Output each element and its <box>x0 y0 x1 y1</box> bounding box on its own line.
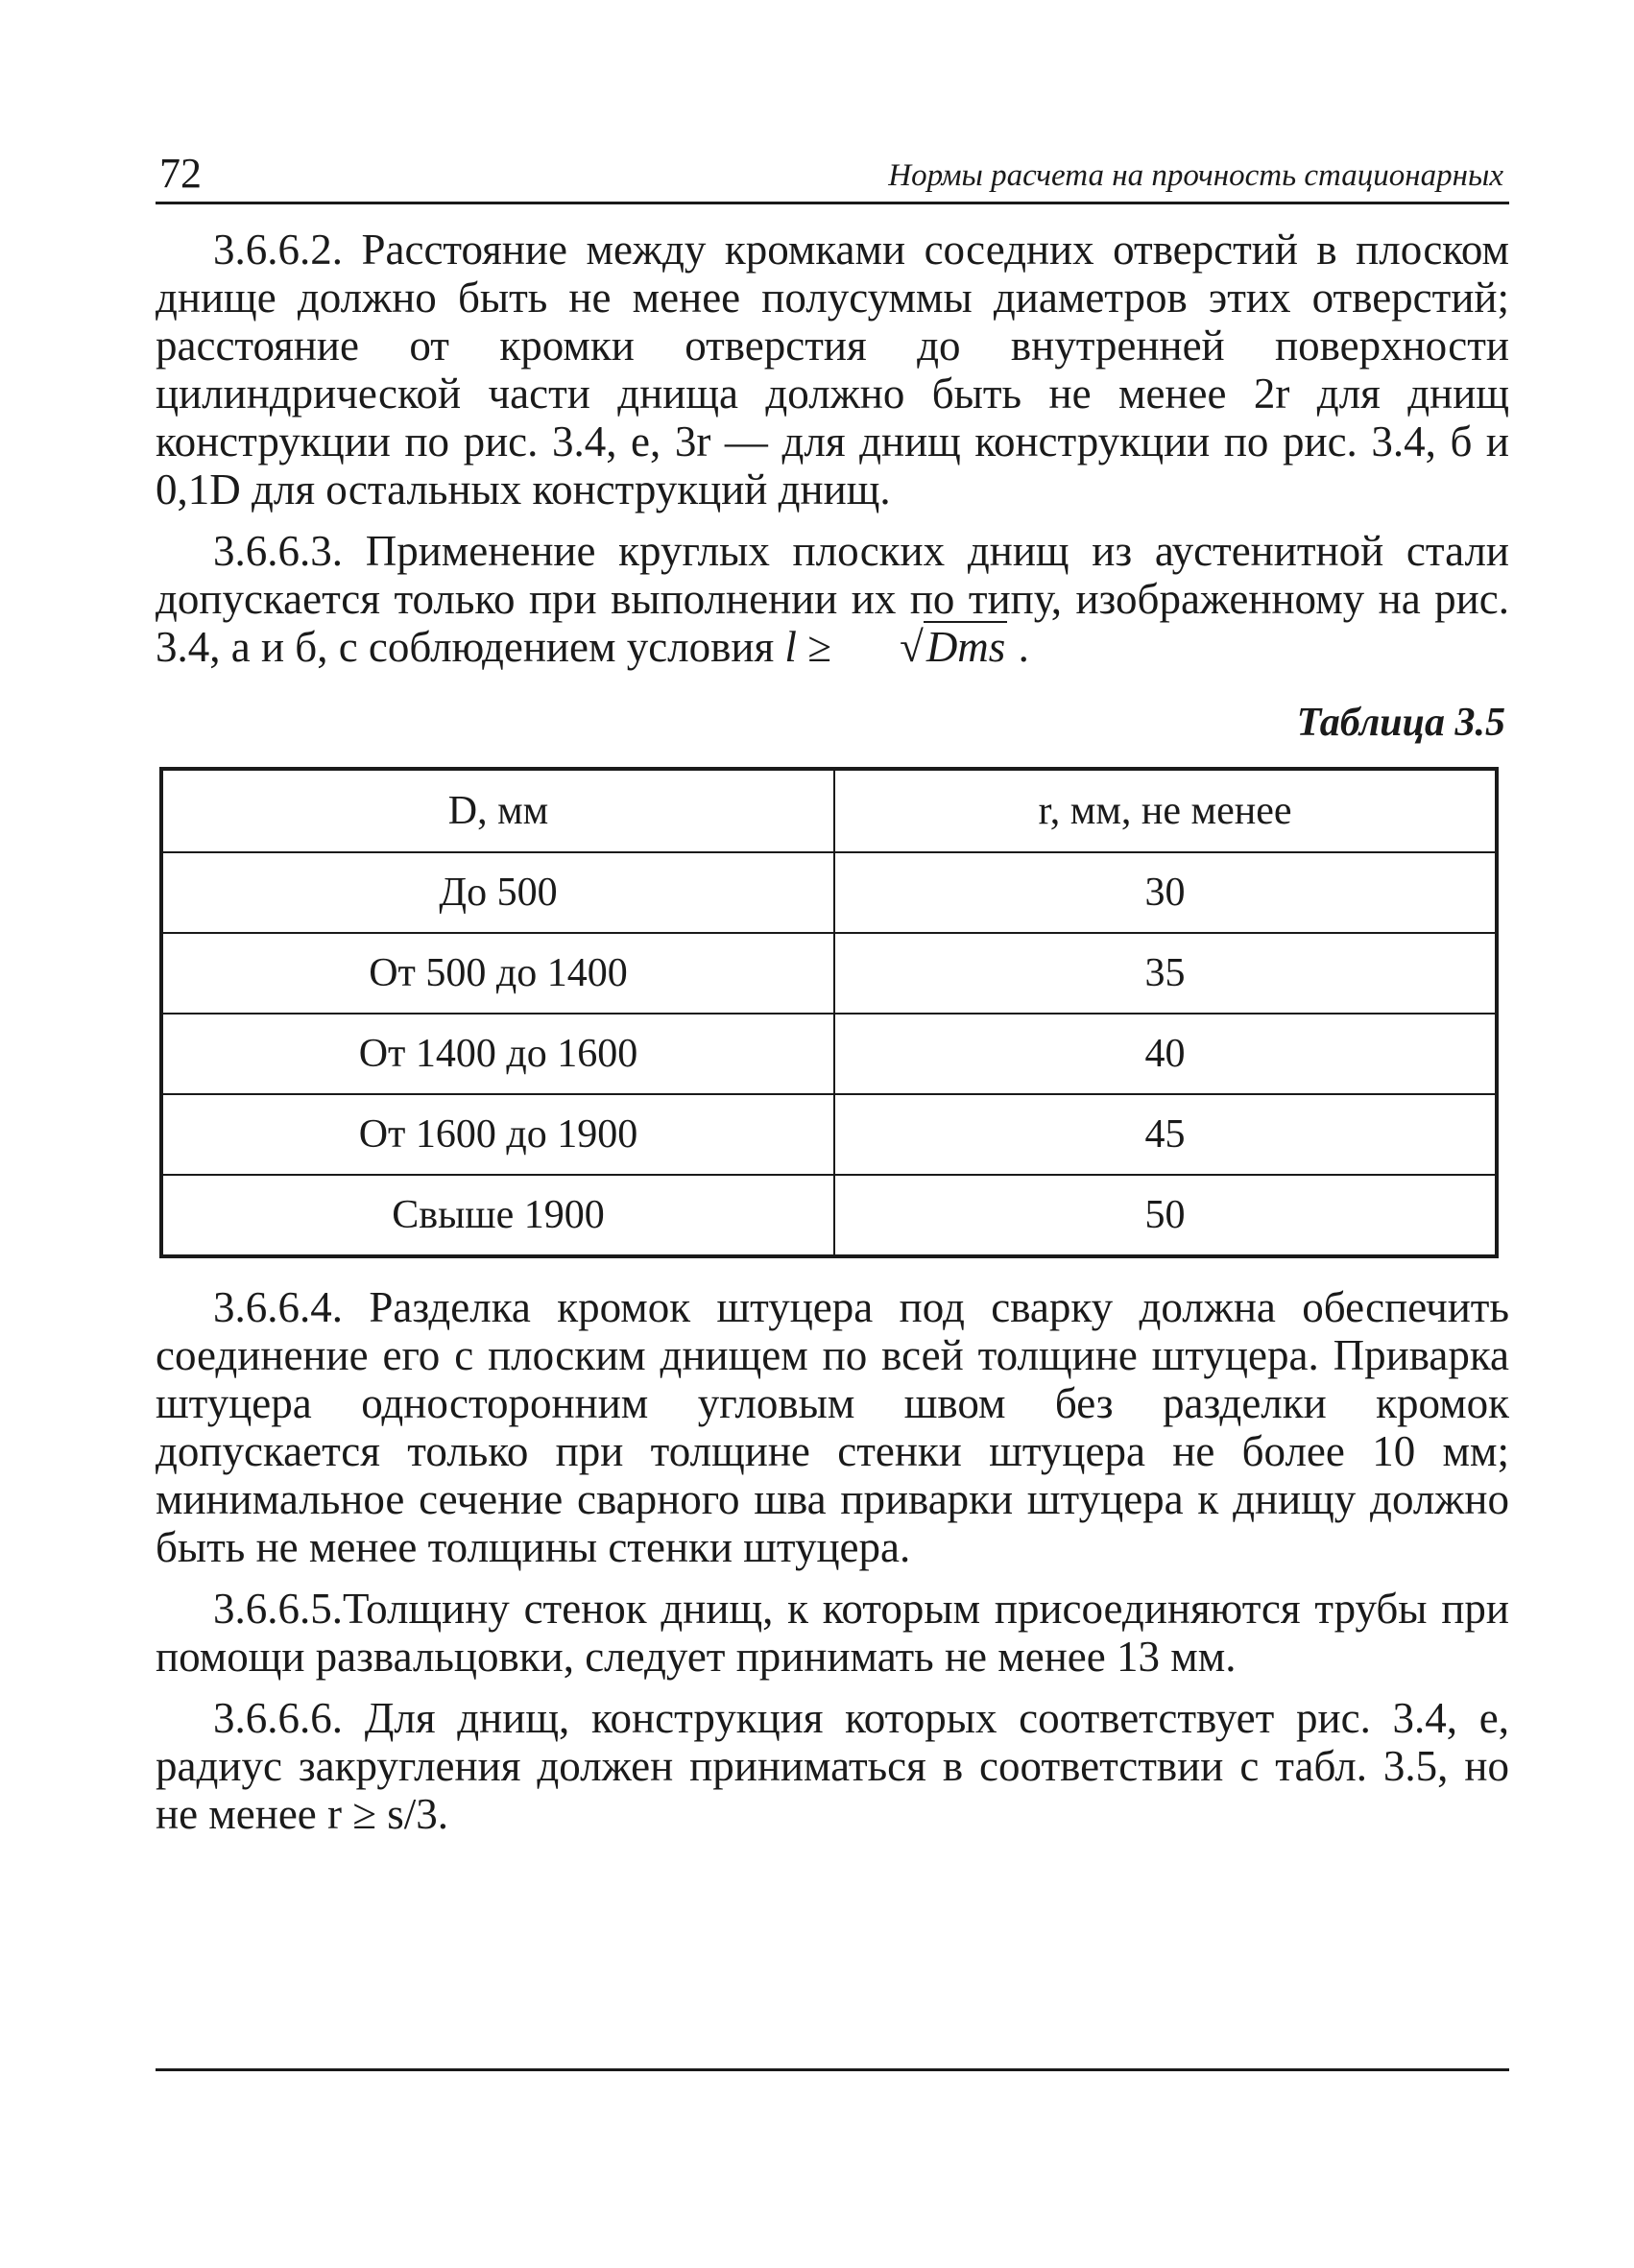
cell-radius: 40 <box>834 1014 1497 1094</box>
condition-formula <box>784 623 1007 671</box>
cell-diameter: До 500 <box>161 852 834 933</box>
table-row <box>161 852 1497 933</box>
sqrt-radicand: Dms <box>924 621 1008 671</box>
column-header-diameter: D, мм <box>161 769 834 852</box>
cell-radius: 50 <box>834 1175 1497 1256</box>
paragraph-3-6-6-3 <box>156 527 1509 671</box>
table-row <box>161 1175 1497 1256</box>
cell-diameter: Свыше 1900 <box>161 1175 834 1256</box>
page-number: 72 <box>159 150 202 197</box>
cell-diameter: От 500 до 1400 <box>161 933 834 1014</box>
paragraph-3-6-6-5: 3.6.6.5.Толщину стенок днищ, к которым присоединяются трубы при помощи развальцовки, следует принимать не менее 13 мм. <box>156 1585 1509 1681</box>
document-page <box>156 144 1509 1851</box>
paragraph-text: 3.6.6.3. Применение круглых плоских днищ из аустенитной стали допускается только при выполнении их по типу, изображенному на рис. 3.4, а и б, с соблюдением условия <box>156 527 1509 671</box>
table-row <box>161 1014 1497 1094</box>
paragraph-3-6-6-2: 3.6.6.2. Расстояние между кромками соседних отверстий в плоском днище должно быть не менее полусуммы диаметров этих отверстий; расстояние от кромки отверстия до внутренней поверхности цилиндрической части днища должно быть не менее 2r для днищ конструкции по рис. 3.4, е, 3r — для днищ конструкции по рис. 3.4, б и 0,1D для остальных конструкций днищ. <box>156 226 1509 513</box>
table-row <box>161 1094 1497 1175</box>
cell-radius: 30 <box>834 852 1497 933</box>
column-header-radius: r, мм, не менее <box>834 769 1497 852</box>
cell-radius: 45 <box>834 1094 1497 1175</box>
table-row <box>161 933 1497 1014</box>
formula-lhs: l ≥ <box>784 623 843 671</box>
body-text-bottom <box>156 1283 1509 1838</box>
page-header <box>156 144 1509 204</box>
cell-radius: 35 <box>834 933 1497 1014</box>
radius-table <box>159 767 1499 1258</box>
table-header-row <box>161 769 1497 852</box>
paragraph-3-6-6-4: 3.6.6.4. Разделка кромок штуцера под сварку должна обеспечить соединение его с плоским днищем по всей толщине штуцера. Приварка штуцера односторонним угловым швом без разделки кромок допускается только при толщине стенки штуцера не более 10 мм; минимальное сечение сварного шва приварки штуцера к днищу должно быть не менее толщины стенки штуцера. <box>156 1283 1509 1571</box>
sqrt-symbol: √ <box>900 623 924 671</box>
table-caption: Таблица 3.5 <box>1296 701 1505 745</box>
cell-diameter: От 1600 до 1900 <box>161 1094 834 1175</box>
body-text <box>156 226 1509 671</box>
running-head: Нормы расчета на прочность стационарных <box>888 158 1503 193</box>
footer-rule <box>156 2068 1509 2071</box>
cell-diameter: От 1400 до 1600 <box>161 1014 834 1094</box>
paragraph-end: . <box>1007 623 1029 671</box>
square-root <box>842 623 1007 671</box>
paragraph-3-6-6-6: 3.6.6.6. Для днищ, конструкция которых соответствует рис. 3.4, е, радиус закругления должен приниматься в соответствии с табл. 3.5, но не менее r ≥ s/3. <box>156 1694 1509 1838</box>
